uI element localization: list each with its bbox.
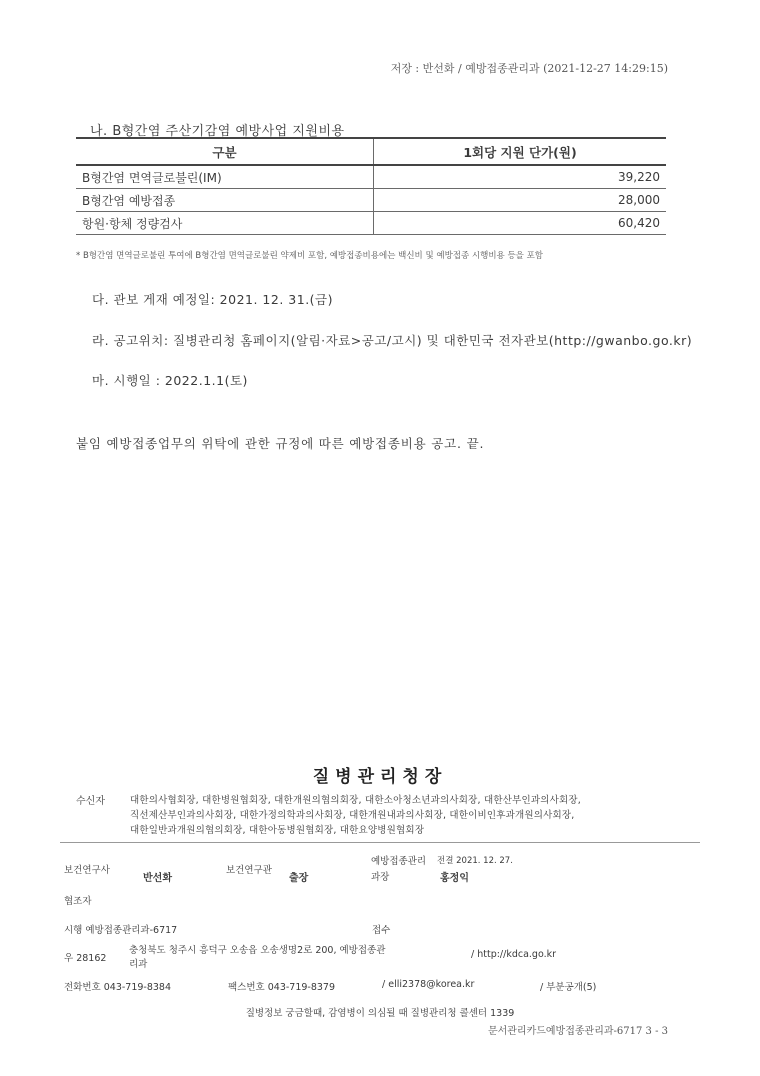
section-heading: 나. B형간염 주산기감염 예방사업 지원비용 — [90, 124, 345, 139]
drafter-name: 반선화 — [143, 873, 172, 884]
reviewer-role: 보건연구관 — [226, 865, 272, 876]
cooperation-label: 협조자 — [64, 896, 92, 907]
fax-number: 팩스번호 043-719-8379 — [228, 982, 336, 993]
approval-date: 전결 2021. 12. 27. — [437, 856, 513, 866]
row-label: 항원·항체 정량검사 — [76, 212, 374, 235]
email-link[interactable]: / elli2378@korea.kr — [382, 979, 475, 990]
fee-table — [76, 137, 666, 235]
recipients-line: 대한의사협회장, 대한병원협회장, 대한개원의협의회장, 대한소아청소년과의사회장, 대한산부인과의사회장, — [130, 795, 581, 806]
table-header-row — [76, 138, 666, 165]
phone-number: 전화번호 043-719-8384 — [64, 982, 172, 993]
table-row — [76, 189, 666, 212]
row-value: 28,000 — [374, 189, 667, 212]
address-line1: 충청북도 청주시 흥덕구 오송읍 오송생명2로 200, 예방접종관 — [129, 945, 386, 956]
reviewer-status: 출장 — [289, 873, 309, 884]
gazette-date-item: 다. 관보 게재 예정일: 2021. 12. 31.(금) — [92, 292, 333, 307]
document-card-number: 문서관리카드예방접종관리과-6717 3 - 3 — [487, 1026, 668, 1037]
enforcement-number: 시행 예방접종관리과-6717 — [64, 925, 178, 936]
row-label: B형간염 면역글로불린(IM) — [76, 165, 374, 189]
address-line2: 리과 — [129, 959, 148, 970]
receipt-label: 접수 — [372, 925, 391, 936]
effective-date-item: 마. 시행일 : 2022.1.1(토) — [92, 373, 248, 388]
row-value: 60,420 — [374, 212, 667, 235]
table-row — [76, 212, 666, 235]
drafter-role: 보건연구사 — [64, 865, 110, 876]
notice-location-item: 라. 공고위치: 질병관리청 홈페이지(알림·자료>공고/고시) 및 대한민국 전자관보(http://gwanbo.go.kr) — [92, 333, 693, 348]
approver-role-line1: 예방접종관리 — [371, 856, 427, 867]
col-header-unit-price: 1회당 지원 단가(원) — [374, 138, 667, 165]
postal-code: 우 28162 — [64, 953, 107, 964]
recipients-line: 직선제산부인과의사회장, 대한가정의학과의사회장, 대한개원내과의사회장, 대한이비인후과개원의사회장, — [130, 810, 575, 821]
callcenter-notice: 질병정보 궁금할때, 감염병이 의심될 때 질병관리청 콜센터 1339 — [245, 1008, 515, 1019]
table-footnote: * B형간염 면역글로불린 투여에 B형간염 면역글로불린 약제비 포함, 예방접종비용에는 백신비 및 예방접종 시행비용 등을 포함 — [76, 251, 543, 261]
approver-role-line2: 과장 — [371, 872, 390, 883]
recipients-line: 대한일반과개원의협의회장, 대한아동병원협회장, 대한요양병원협회장 — [130, 825, 425, 836]
issuer-title: 질병관리청장 — [312, 767, 448, 787]
attachment-line: 붙임 예방접종업무의 위탁에 관한 규정에 따른 예방접종비용 공고. 끝. — [76, 436, 485, 451]
recipients-label: 수신자 — [76, 796, 105, 807]
footer-divider — [60, 842, 700, 843]
row-label: B형간염 예방접종 — [76, 189, 374, 212]
approver-name: 홍정익 — [440, 873, 469, 884]
col-header-category: 구분 — [76, 138, 374, 165]
row-value: 39,220 — [374, 165, 667, 189]
save-stamp: 저장 : 반선화 / 예방접종관리과 (2021-12-27 14:29:15) — [390, 62, 668, 75]
disclosure-status: / 부분공개(5) — [540, 982, 597, 993]
table-row — [76, 165, 666, 189]
homepage-link[interactable]: / http://kdca.go.kr — [471, 949, 557, 960]
